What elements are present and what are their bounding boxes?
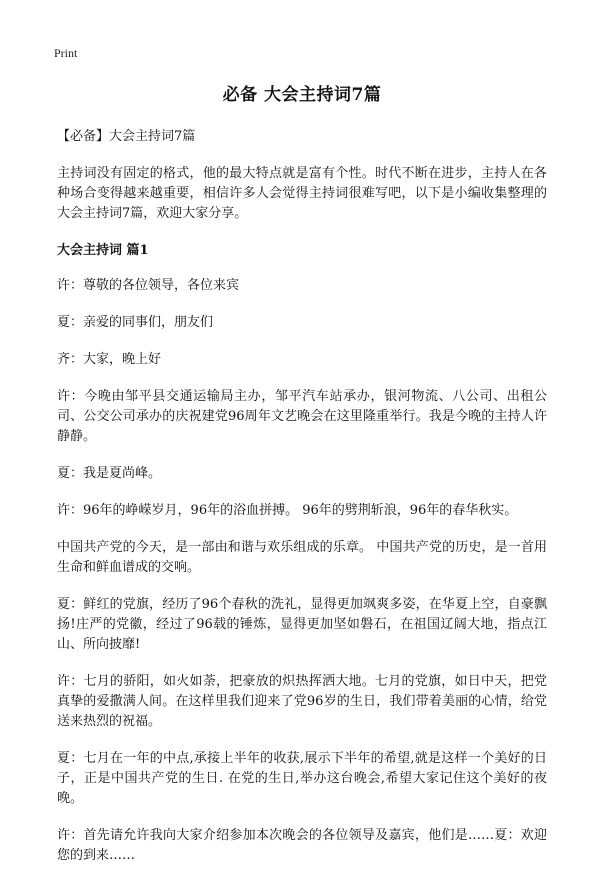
document-subtitle: 【必备】大会主持词7篇 (57, 129, 196, 144)
intro-paragraph: 主持词没有固定的格式，他的最大特点就是富有个性。时代不断在进步，主持人在各种场合变得越来越重要，相信许多人会觉得主持词很难写吧，以下是小编收集整理的大会主持词7篇，欢迎大家分享。 (57, 166, 547, 221)
script-line: 夏：我是夏尚峰。 (57, 466, 162, 481)
script-line: 许：首先请允许我向大家介绍参加本次晚会的各位领导及嘉宾，他们是……夏：欢迎您的到来…… (57, 828, 547, 863)
script-line: 许：七月的骄阳，如火如荼，把豪放的炽热挥洒大地。七月的党旗，如日中天，把党真挚的爱撒满人间。在这样里我们迎来了党96岁的生日，我们带着美丽的心情，给党送来热烈的祝福。 (57, 674, 547, 729)
script-line: 夏：亲爱的同事们，朋友们 (57, 315, 214, 330)
print-link[interactable]: Print (54, 46, 78, 60)
script-line: 夏：七月在一年的中点,承接上半年的收获,展示下半年的希望,就是这样一个美好的日子，正是中国共产党的生日. 在党的生日,举办这台晚会,希望大家记住这个美好的夜晚。 (57, 751, 547, 806)
script-line: 许：尊敬的各位领导，各位来宾 (57, 278, 240, 293)
script-line: 许：96年的峥嵘岁月，96年的浴血拼搏。 96年的劈荆斩浪，96年的春华秋实。 (57, 503, 518, 518)
script-line: 夏：鲜红的党旗，经历了96个春秋的洗礼，显得更加飒爽多姿，在华夏上空，自豪飘扬!庄严的党徽，经过了96载的锤炼，显得更加坚如磐石，在祖国辽阔大地，指点江山、所向披靡! (57, 597, 547, 652)
script-line: 齐：大家，晚上好 (57, 352, 162, 367)
document-title: 必备 大会主持词7篇 (222, 85, 382, 105)
script-line: 中国共产党的今天，是一部由和谐与欢乐组成的乐章。 中国共产党的历史，是一首用生命和鲜血谱成的交响。 (57, 540, 547, 575)
document-body (57, 80, 547, 883)
script-line: 许：今晚由邹平县交通运输局主办，邹平汽车站承办，银河物流、八公司、出租公司、公交公司承办的庆祝建党96周年文艺晚会在这里隆重举行。我是今晚的主持人许静静。 (57, 389, 547, 444)
section-heading: 大会主持词 篇1 (57, 243, 149, 258)
